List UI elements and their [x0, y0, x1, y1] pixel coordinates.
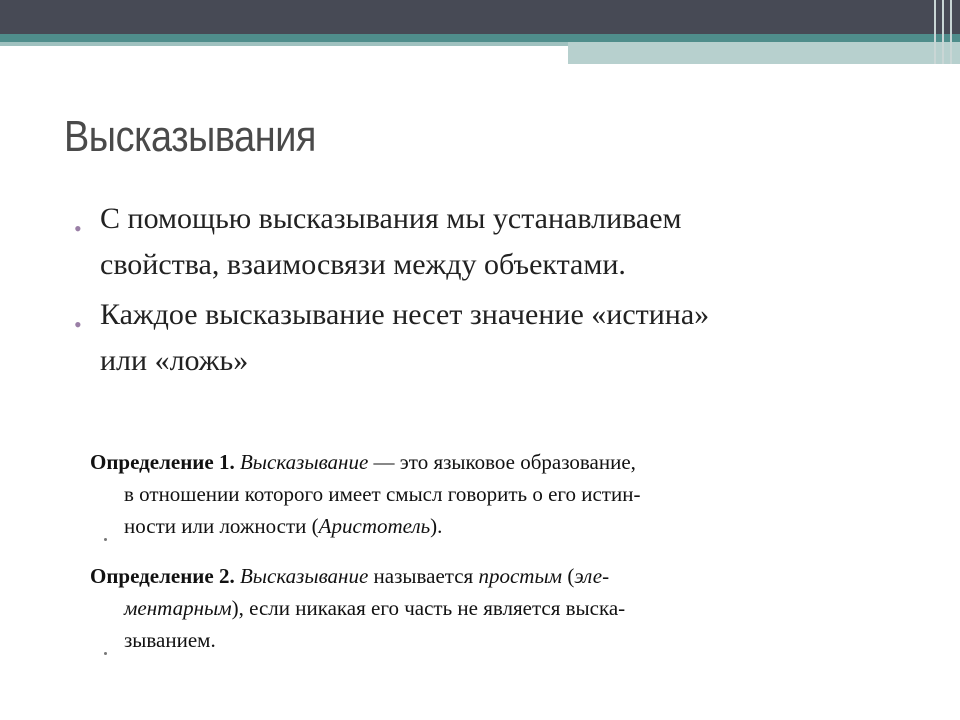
- definition-term: эле-: [574, 564, 610, 588]
- top-stripe-light: [568, 42, 960, 64]
- definition-text: ности или ложности (: [124, 514, 319, 538]
- definition-label: Определение 2.: [90, 564, 235, 588]
- definition-1: [90, 446, 870, 542]
- definition-term: ментарным: [124, 596, 232, 620]
- top-stripe-thin: [0, 42, 568, 46]
- definition-term: Высказывание: [239, 450, 369, 474]
- bullet-dot-icon: •: [74, 216, 82, 241]
- definitions-image: [90, 446, 870, 674]
- definition-2: [90, 560, 870, 656]
- bullet-item: [70, 196, 890, 288]
- definition-label: Определение 1.: [90, 450, 235, 474]
- corner-decoration: [930, 0, 960, 64]
- bullet-line: С помощью высказывания мы устанавливаем: [100, 202, 682, 235]
- definition-text: зыванием.: [124, 628, 216, 652]
- slide-title: Высказывания: [64, 112, 317, 161]
- definition-text: ).: [430, 514, 443, 538]
- bullet-list: [70, 196, 890, 384]
- bullet-line: или «ложь»: [100, 344, 249, 377]
- bullet-dot-icon: •: [74, 312, 82, 337]
- bullet-item: [70, 292, 890, 384]
- definition-text: ), если никакая его часть не является выска-: [231, 596, 626, 620]
- definition-text: в отношении которого имеет смысл говорить о его истин-: [124, 482, 641, 506]
- definition-text: называется: [368, 564, 479, 588]
- definition-term: простым: [478, 564, 563, 588]
- top-bar: [0, 0, 960, 34]
- top-stripe: [0, 34, 960, 42]
- bullet-line: свойства, взаимосвязи между объектами.: [100, 248, 626, 281]
- definition-term: Высказывание: [239, 564, 369, 588]
- definition-author: Аристотель: [318, 514, 431, 538]
- bullet-line: Каждое высказывание несет значение «истина»: [100, 298, 710, 331]
- definition-text: (: [562, 564, 575, 588]
- scan-speck: [104, 652, 107, 655]
- definition-text: — это языковое образование,: [368, 450, 636, 474]
- scan-speck: [104, 538, 107, 541]
